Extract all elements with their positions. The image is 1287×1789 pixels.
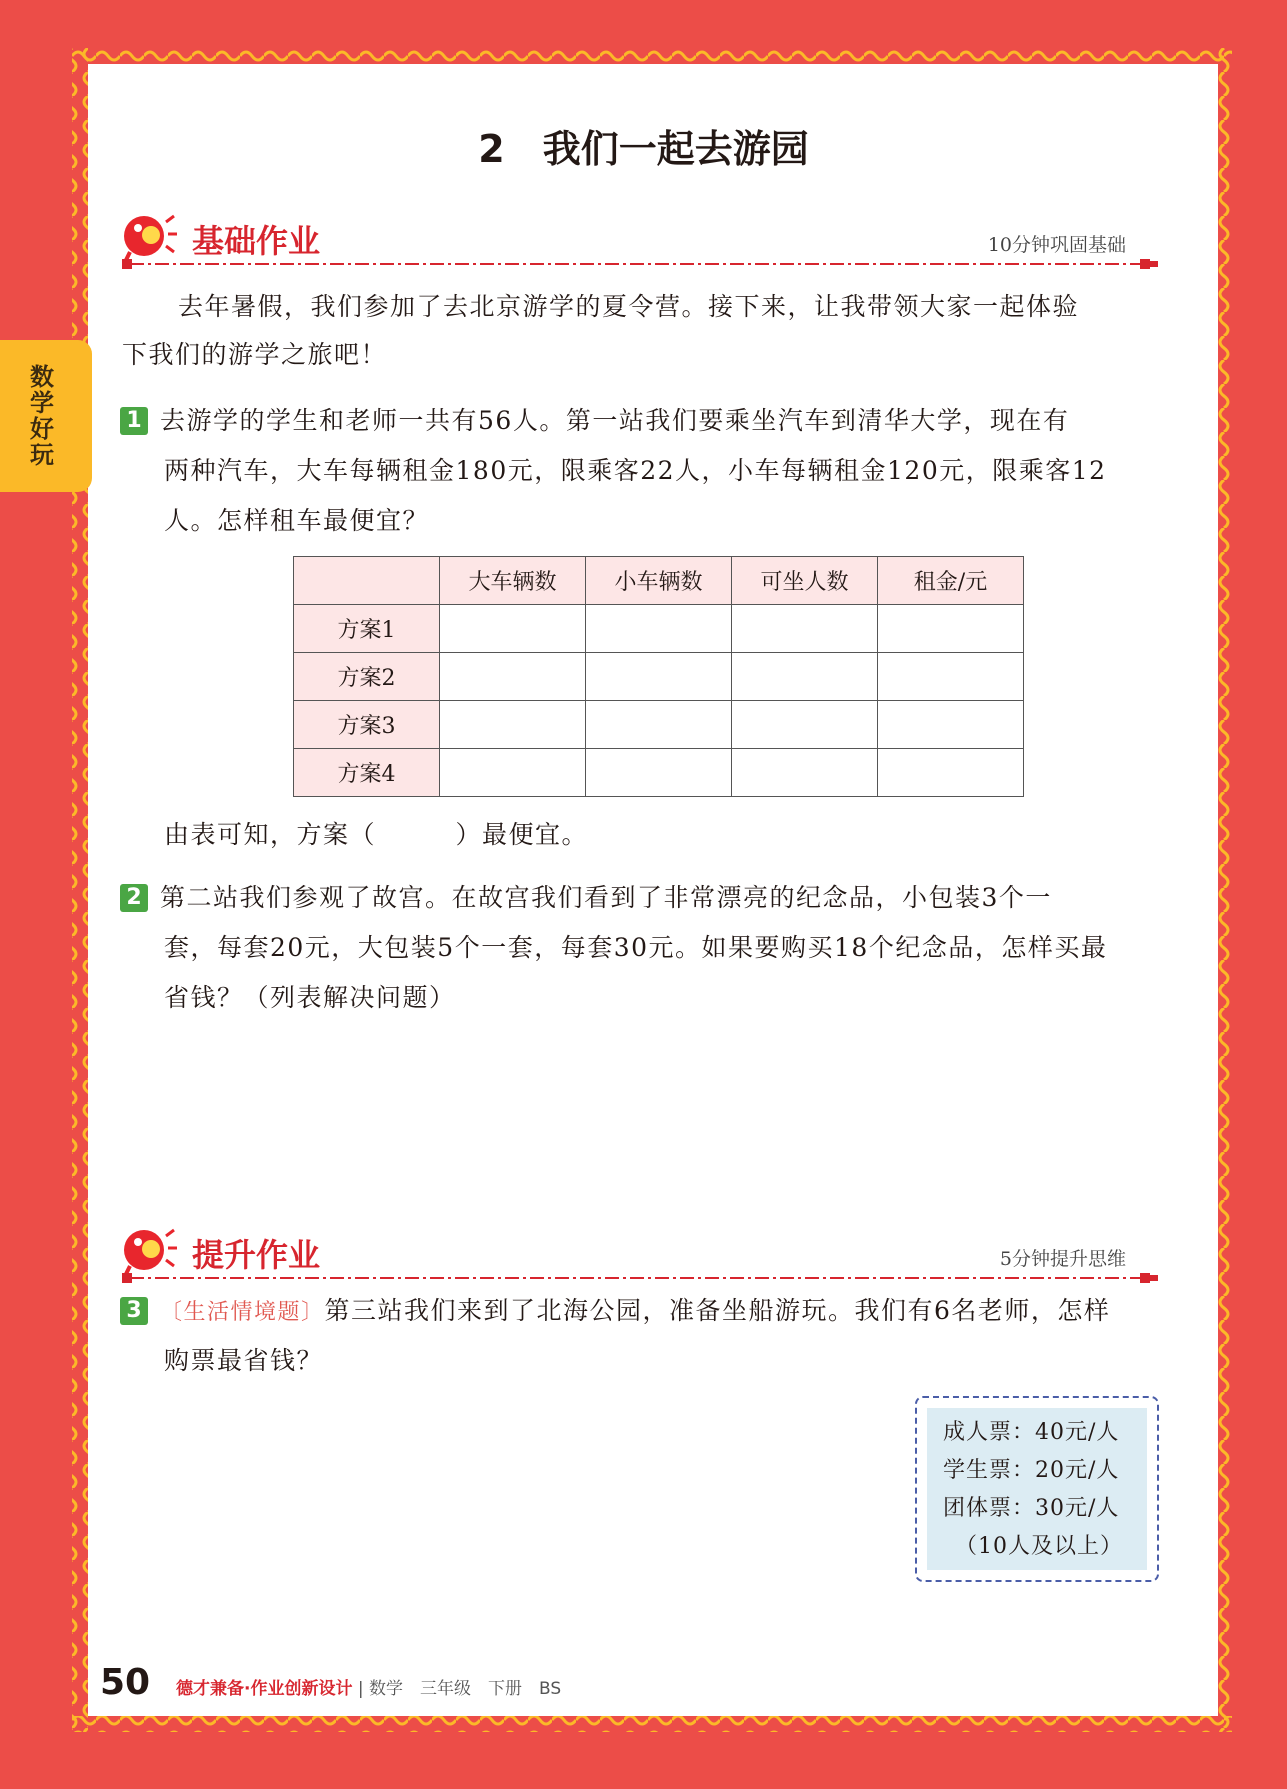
answer-cell[interactable] <box>878 749 1024 797</box>
answer-cell[interactable] <box>732 653 878 701</box>
question-1-line-1: 去游学的学生和老师一共有56人。第一站我们要乘坐汽车到清华大学，现在有 <box>160 406 1070 435</box>
question-1-line-3: 人。怎样租车最便宜？ <box>164 506 430 535</box>
answer-cell[interactable] <box>440 749 586 797</box>
side-tab <box>0 340 92 492</box>
table-header-cell <box>294 557 440 605</box>
answer-cell[interactable] <box>586 653 732 701</box>
price-group: 团体票：30元/人 <box>943 1496 1120 1521</box>
footer-book-info: 数学 三年级 下册 BS <box>369 1679 562 1699</box>
context-tag: 〔生活情境题〕 <box>160 1300 325 1325</box>
section-basic-title: 基础作业 <box>192 222 321 260</box>
question-2-line-3: 省钱？（列表解决问题） <box>164 983 456 1012</box>
answer-cell[interactable] <box>586 749 732 797</box>
question-2-number: 2 <box>120 884 148 912</box>
answer-cell[interactable] <box>586 605 732 653</box>
question-1-number: 1 <box>120 407 148 435</box>
question-3-line-1 <box>160 1286 1110 1338</box>
question-2-line-2: 套，每套20元，大包装5个一套，每套30元。如果要购买18个纪念品，怎样买最 <box>164 933 1108 962</box>
answer-cell[interactable] <box>732 605 878 653</box>
question-3-line-2: 购票最省钱？ <box>164 1346 324 1375</box>
answer-cell[interactable] <box>878 605 1024 653</box>
table-header-cell: 租金/元 <box>878 557 1024 605</box>
table-header-cell: 小车辆数 <box>586 557 732 605</box>
table-header-cell: 大车辆数 <box>440 557 586 605</box>
table-row <box>294 749 1024 797</box>
question-3-text: 第三站我们来到了北海公园，准备坐船游玩。我们有6名老师，怎样 <box>324 1296 1111 1325</box>
row-label: 方案3 <box>294 701 440 749</box>
answer-cell[interactable] <box>878 653 1024 701</box>
footer-separator: | <box>352 1679 370 1699</box>
answer-area-q2[interactable] <box>164 1030 1154 1210</box>
section-advanced-note: 5分钟提升思维 <box>999 1248 1126 1270</box>
table-header-row <box>294 557 1024 605</box>
answer-cell[interactable] <box>440 701 586 749</box>
section-divider <box>122 1272 1158 1284</box>
row-label: 方案2 <box>294 653 440 701</box>
page-title: 2 我们一起去游园 <box>478 127 809 171</box>
row-label: 方案4 <box>294 749 440 797</box>
side-tab-label: 数学好玩 <box>25 364 54 468</box>
question-1-line-2: 两种汽车，大车每辆租金180元，限乘客22人，小车每辆租金120元，限乘客12 <box>164 456 1107 485</box>
table-header-cell: 可坐人数 <box>732 557 878 605</box>
question-2-line-1: 第二站我们参观了故宫。在故宫我们看到了非常漂亮的纪念品，小包装3个一 <box>160 883 1052 912</box>
plan-table <box>293 556 1024 797</box>
table-row <box>294 701 1024 749</box>
question-3-number: 3 <box>120 1297 148 1325</box>
answer-cell[interactable] <box>732 701 878 749</box>
answer-cell[interactable] <box>586 701 732 749</box>
intro-line-1: 去年暑假，我们参加了去北京游学的夏令营。接下来，让我带领大家一起体验 <box>178 292 1080 321</box>
section-basic-header <box>118 208 1158 268</box>
answer-cell[interactable] <box>878 701 1024 749</box>
footer-info <box>176 1674 561 1699</box>
footer-brand: 德才兼备·作业创新设计 <box>176 1679 353 1699</box>
price-student: 学生票：20元/人 <box>943 1458 1120 1483</box>
price-adult: 成人票：40元/人 <box>943 1420 1120 1445</box>
answer-cell[interactable] <box>440 653 586 701</box>
answer-cell[interactable] <box>440 605 586 653</box>
page-number: 50 <box>100 1662 151 1703</box>
section-advanced-title: 提升作业 <box>192 1236 321 1274</box>
section-advanced-header <box>118 1222 1158 1282</box>
table-row <box>294 605 1024 653</box>
question-1-conclusion: 由表可知，方案（ ）最便宜。 <box>164 820 589 849</box>
ticket-price-box <box>915 1396 1159 1582</box>
price-group-note: （10人及以上） <box>955 1534 1123 1559</box>
row-label: 方案1 <box>294 605 440 653</box>
answer-cell[interactable] <box>732 749 878 797</box>
table-row <box>294 653 1024 701</box>
intro-line-2: 下我们的游学之旅吧！ <box>122 340 388 369</box>
section-basic-note: 10分钟巩固基础 <box>987 234 1126 256</box>
section-divider <box>122 258 1158 270</box>
